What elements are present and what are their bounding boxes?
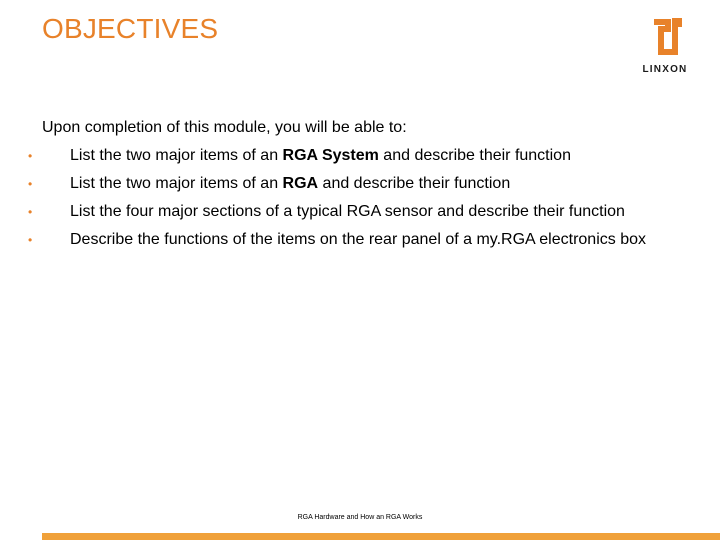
list-item — [28, 174, 692, 194]
bullet-text: List the four major sections of a typical RGA sensor and describe their function — [70, 203, 625, 220]
bullet-icon: • — [28, 177, 33, 191]
company-logo — [636, 18, 694, 80]
slide-title: OBJECTIVES — [42, 13, 219, 44]
objectives-list — [28, 146, 692, 250]
slide-content — [28, 118, 692, 258]
intro-text: Upon completion of this module, you will be able to: — [42, 119, 407, 136]
linxon-bracket-logo-icon — [650, 18, 682, 60]
bullet-text-end: and describe their function — [318, 175, 511, 192]
bullet-icon: • — [28, 149, 33, 163]
bullet-emphasis: RGA System — [282, 147, 379, 164]
list-item — [28, 146, 692, 166]
bullet-text: Describe the functions of the items on the rear panel of a my.RGA electronics box — [70, 231, 646, 248]
bullet-icon: • — [28, 233, 33, 247]
bullet-icon: • — [28, 205, 33, 219]
slide-footer: RGA Hardware and How an RGA Works — [297, 514, 423, 521]
list-item — [28, 202, 692, 222]
list-item — [28, 230, 692, 250]
bullet-emphasis: RGA — [282, 175, 319, 192]
bullet-text-start: List the two major items of an — [70, 175, 283, 192]
footer-accent-bar — [42, 533, 720, 540]
logo-wordmark: LINXON — [642, 64, 688, 75]
bullet-text-start: List the two major items of an — [70, 147, 283, 164]
bullet-text-end: and describe their function — [378, 147, 571, 164]
